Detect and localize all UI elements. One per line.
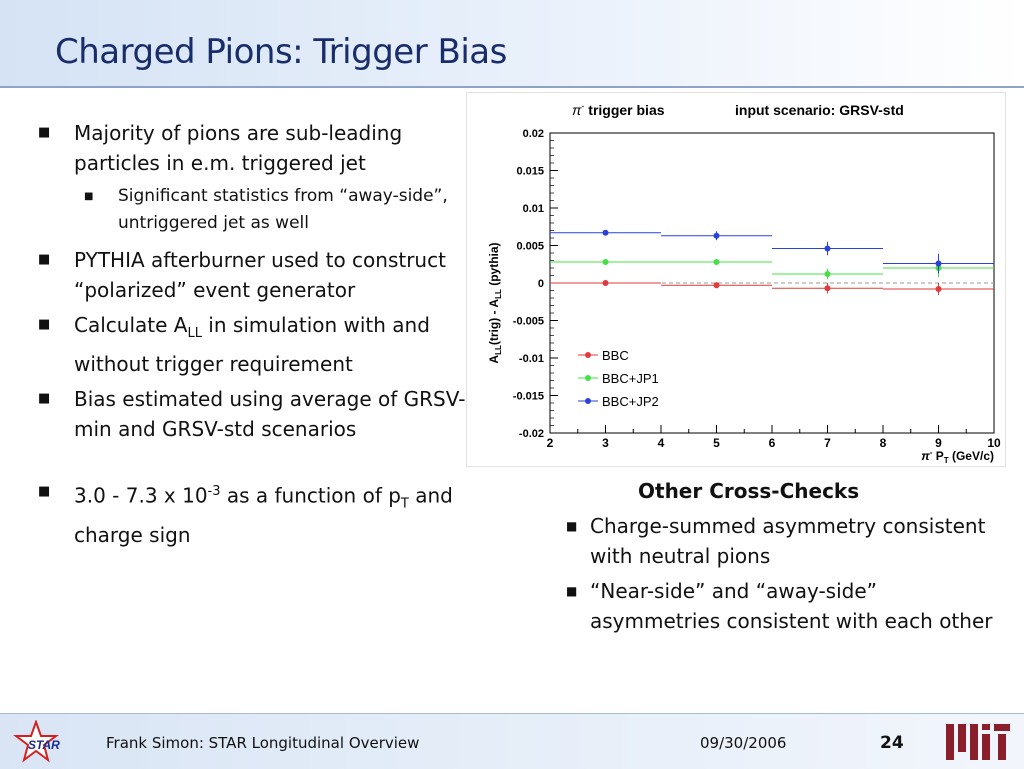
bullet-text: PYTHIA afterburner used to construct “polarized” event generator	[74, 248, 446, 302]
data-point	[825, 246, 831, 252]
series-bbc-jp2	[550, 230, 994, 274]
y-tick-label: -0.005	[512, 315, 544, 328]
legend-label: BBC+JP1	[602, 371, 659, 386]
data-point	[825, 271, 831, 277]
chart-title-text: trigger bias	[584, 102, 665, 118]
cross-checks-section	[560, 476, 1000, 641]
y-tick-label: 0.02	[522, 128, 544, 140]
x-axis-label-sub: T	[943, 456, 949, 465]
data-point	[603, 230, 609, 236]
x-tick-label: 2	[546, 436, 554, 450]
x-tick-label: 8	[879, 436, 887, 450]
cross-check-text: “Near-side” and “away-side” asymmetries consistent with each other	[590, 579, 993, 633]
y-tick-label: 0	[537, 278, 544, 290]
page-number: 24	[880, 733, 904, 753]
bullet-square-icon: ■	[38, 484, 51, 499]
data-point	[825, 285, 831, 291]
title-divider	[0, 86, 1024, 88]
series-bbc-jp1	[550, 259, 994, 279]
x-tick-label: 6	[768, 436, 776, 450]
bullet-superscript: -3	[207, 484, 221, 499]
bullet-text-post: in simulation with and without trigger requirement	[74, 313, 430, 376]
star-logo-text: STAR	[28, 738, 60, 752]
cross-check-text: Charge-summed asymmetry consistent with neutral pions	[590, 514, 986, 568]
y-tick-label: 0.005	[516, 240, 544, 253]
x-tick-label: 7	[824, 436, 831, 450]
x-tick-label: 9	[935, 436, 942, 450]
legend-marker	[585, 375, 591, 381]
bullet-item	[38, 310, 478, 379]
legend-marker	[585, 398, 591, 404]
y-axis-label-pre: A	[487, 354, 501, 364]
svg-text:π- trigger bias	[572, 101, 665, 118]
x-tick-label: 10	[987, 436, 1001, 450]
y-axis-label-sub: LL	[494, 289, 503, 299]
series-bbc	[550, 280, 994, 295]
bullet-square-icon: ■	[84, 191, 94, 202]
x-tick-label: 3	[602, 436, 609, 450]
slide-title: Charged Pions: Trigger Bias	[55, 32, 507, 72]
data-point	[936, 261, 942, 267]
y-axis-label-post: (pythia)	[487, 242, 501, 290]
cross-checks-title: Other Cross-Checks	[638, 479, 860, 503]
y-tick-label: -0.01	[518, 353, 544, 365]
data-point	[714, 259, 720, 265]
bullet-square-icon: ■	[38, 125, 51, 140]
mit-logo-icon	[944, 724, 1010, 760]
footer-author: Frank Simon: STAR Longitudinal Overview	[106, 734, 420, 752]
chart-title-scenario: input scenario: GRSV-std	[735, 102, 904, 118]
y-tick-label: -0.015	[512, 390, 544, 403]
x-tick-label: 5	[713, 436, 720, 450]
legend-label: BBC+JP2	[602, 394, 659, 409]
footer-bar	[0, 713, 1024, 769]
chart-panel	[466, 92, 1006, 467]
bullet-item	[38, 245, 478, 305]
bullet-text-post: and charge sign	[74, 483, 453, 547]
data-point	[714, 282, 720, 288]
data-point	[603, 259, 609, 265]
bullet-item	[38, 384, 478, 444]
legend-marker	[585, 352, 591, 358]
bullet-subscript: LL	[187, 326, 202, 341]
bullet-square-icon: ■	[38, 252, 51, 267]
bullet-list	[38, 118, 478, 555]
y-axis-label-sub: LL	[494, 345, 503, 355]
bullet-text: Significant statistics from “away-side”, untriggered jet as well	[118, 186, 448, 233]
bullet-item	[38, 477, 478, 550]
bullet-square-icon: ■	[566, 519, 578, 533]
legend-label: BBC	[602, 348, 629, 363]
sub-bullet-item	[38, 183, 478, 237]
chart-title-sup: -	[581, 101, 585, 111]
bullet-text: Majority of pions are sub-leading particles in e.m. triggered jet	[74, 121, 403, 175]
bullet-text-pre: Calculate A	[74, 313, 188, 337]
y-tick-label: 0.015	[516, 165, 544, 178]
star-logo-icon	[10, 720, 76, 764]
bullet-text-pre: 3.0 - 7.3 x 10	[74, 483, 208, 508]
bullet-square-icon: ■	[566, 584, 578, 598]
y-axis-label-mid: (trig) - A	[487, 298, 501, 346]
bullet-text-mid: as a function of p	[220, 483, 401, 508]
x-axis-label-p: P	[932, 449, 944, 463]
chart-legend	[578, 348, 659, 409]
data-point	[603, 280, 609, 286]
data-point	[714, 233, 720, 239]
x-axis-label-post: (GeV/c)	[948, 449, 994, 463]
y-tick-label: -0.02	[518, 428, 544, 440]
y-tick-label: 0.01	[522, 203, 544, 215]
data-point	[936, 286, 942, 292]
bullet-subscript: T	[400, 496, 409, 512]
bullet-text: Bias estimated using average of GRSV-min and GRSV-std scenarios	[74, 387, 466, 441]
cross-check-item	[560, 576, 1000, 636]
cross-check-item	[560, 511, 1000, 571]
y-axis-label	[487, 242, 503, 363]
chart-title-pi: π	[572, 102, 582, 118]
bullet-square-icon: ■	[38, 317, 51, 332]
trigger-bias-chart	[467, 93, 1005, 466]
bullet-item	[38, 118, 478, 178]
footer-date: 09/30/2006	[700, 734, 787, 752]
x-tick-label: 4	[657, 436, 665, 450]
x-axis-label-sup: -	[929, 448, 933, 457]
bullet-square-icon: ■	[38, 391, 51, 406]
x-axis-label	[921, 448, 994, 465]
x-axis-label-pi: π	[921, 449, 930, 463]
